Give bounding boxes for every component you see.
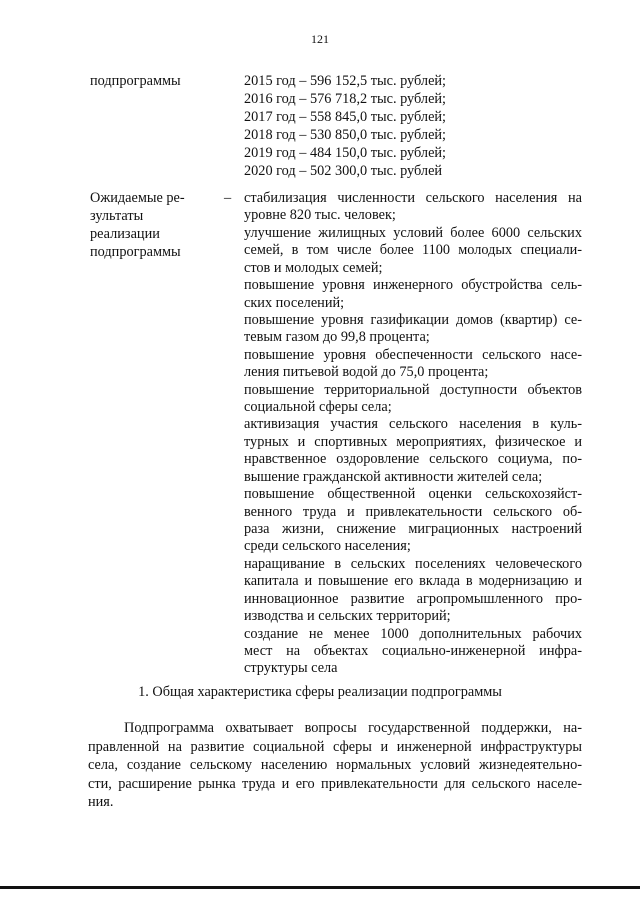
results-label-line: зультаты (90, 208, 144, 224)
result-line: изводства и сельских территорий; (244, 608, 451, 625)
result-line: мест на объектах социально-инженерной инфра- (244, 642, 582, 659)
result-line: раза жизни, снижение миграционных настроений (244, 520, 582, 537)
page-number: 121 (311, 32, 329, 46)
paragraph-line: Подпрограмма охватывает вопросы государственной поддержки, на- (124, 720, 582, 736)
funding-line: 2017 год – 558 845,0 тыс. рублей; (244, 109, 447, 125)
funding-line: 2015 год – 596 152,5 тыс. рублей; (244, 73, 447, 89)
result-line: стабилизация численности сельского населения на (244, 190, 582, 206)
result-line: создание не менее 1000 дополнительных рабочих (244, 625, 582, 642)
result-line: уровне 820 тыс. человек; (244, 207, 396, 224)
result-line: нравственное оздоровление сельского социума, по- (244, 451, 582, 468)
result-line: повышение уровня инженерного обустройства сель- (244, 277, 582, 294)
result-line: турных и спортивных мероприятиях, физическое и (244, 433, 582, 450)
result-line: повышение общественной оценки сельскохозяйст- (244, 486, 582, 503)
results-label-line: реализации (90, 226, 160, 242)
results-dash: – (224, 190, 232, 206)
result-line: капитала и повышение его вклада в модернизацию и (244, 573, 582, 590)
funding-label: подпрограммы (90, 73, 181, 89)
result-line: тевым газом до 99,8 процента; (244, 329, 430, 346)
section-heading: 1. Общая характеристика сферы реализации подпрограммы (138, 684, 502, 700)
result-line: повышение территориальной доступности объектов (244, 381, 582, 398)
funding-line: 2016 год – 576 718,2 тыс. рублей; (244, 91, 447, 107)
result-line: венного труда и привлекательности сельского об- (244, 503, 582, 520)
result-line: структуры села (244, 660, 338, 677)
result-line: повышение уровня газификации домов (квартир) се- (244, 311, 582, 328)
result-line: ских поселений; (244, 294, 345, 311)
result-line: инновационное развитие агропромышленного про- (244, 590, 582, 607)
result-line: среди сельского населения; (244, 538, 411, 555)
paragraph-line: села, создание сельскому населению нормальных условий жизнедеятельно- (88, 757, 582, 773)
paragraph-line: правленной на развитие социальной сферы и инженерной инфраструктуры (88, 738, 582, 755)
bottom-rule (0, 886, 640, 889)
funding-line: 2019 год – 484 150,0 тыс. рублей; (244, 145, 447, 161)
funding-line: 2018 год – 530 850,0 тыс. рублей; (244, 127, 447, 143)
result-line: семей, в том числе более 1100 молодых специали- (244, 242, 582, 259)
result-line: вышение гражданской активности жителей села; (244, 468, 543, 485)
result-line: улучшение жилищных условий более 6000 сельских (244, 224, 582, 241)
paragraph-line: сти, расширение рынка труда и его привлекательности для сельского населе- (88, 775, 582, 792)
paragraph-line: ния. (88, 794, 114, 810)
result-line: повышение уровня обеспеченности сельского насе- (244, 346, 582, 363)
result-line: наращивание в сельских поселениях человеческого (244, 555, 582, 572)
result-line: активизация участия сельского населения в куль- (244, 416, 582, 433)
result-line: ления питьевой водой до 75,0 процента; (244, 364, 489, 381)
results-label-line: Ожидаемые ре- (90, 190, 185, 206)
result-line: стов и молодых семей; (244, 259, 383, 276)
results-label-line: подпрограммы (90, 244, 181, 260)
funding-line: 2020 год – 502 300,0 тыс. рублей (244, 163, 443, 179)
result-line: социальной сферы села; (244, 399, 392, 416)
